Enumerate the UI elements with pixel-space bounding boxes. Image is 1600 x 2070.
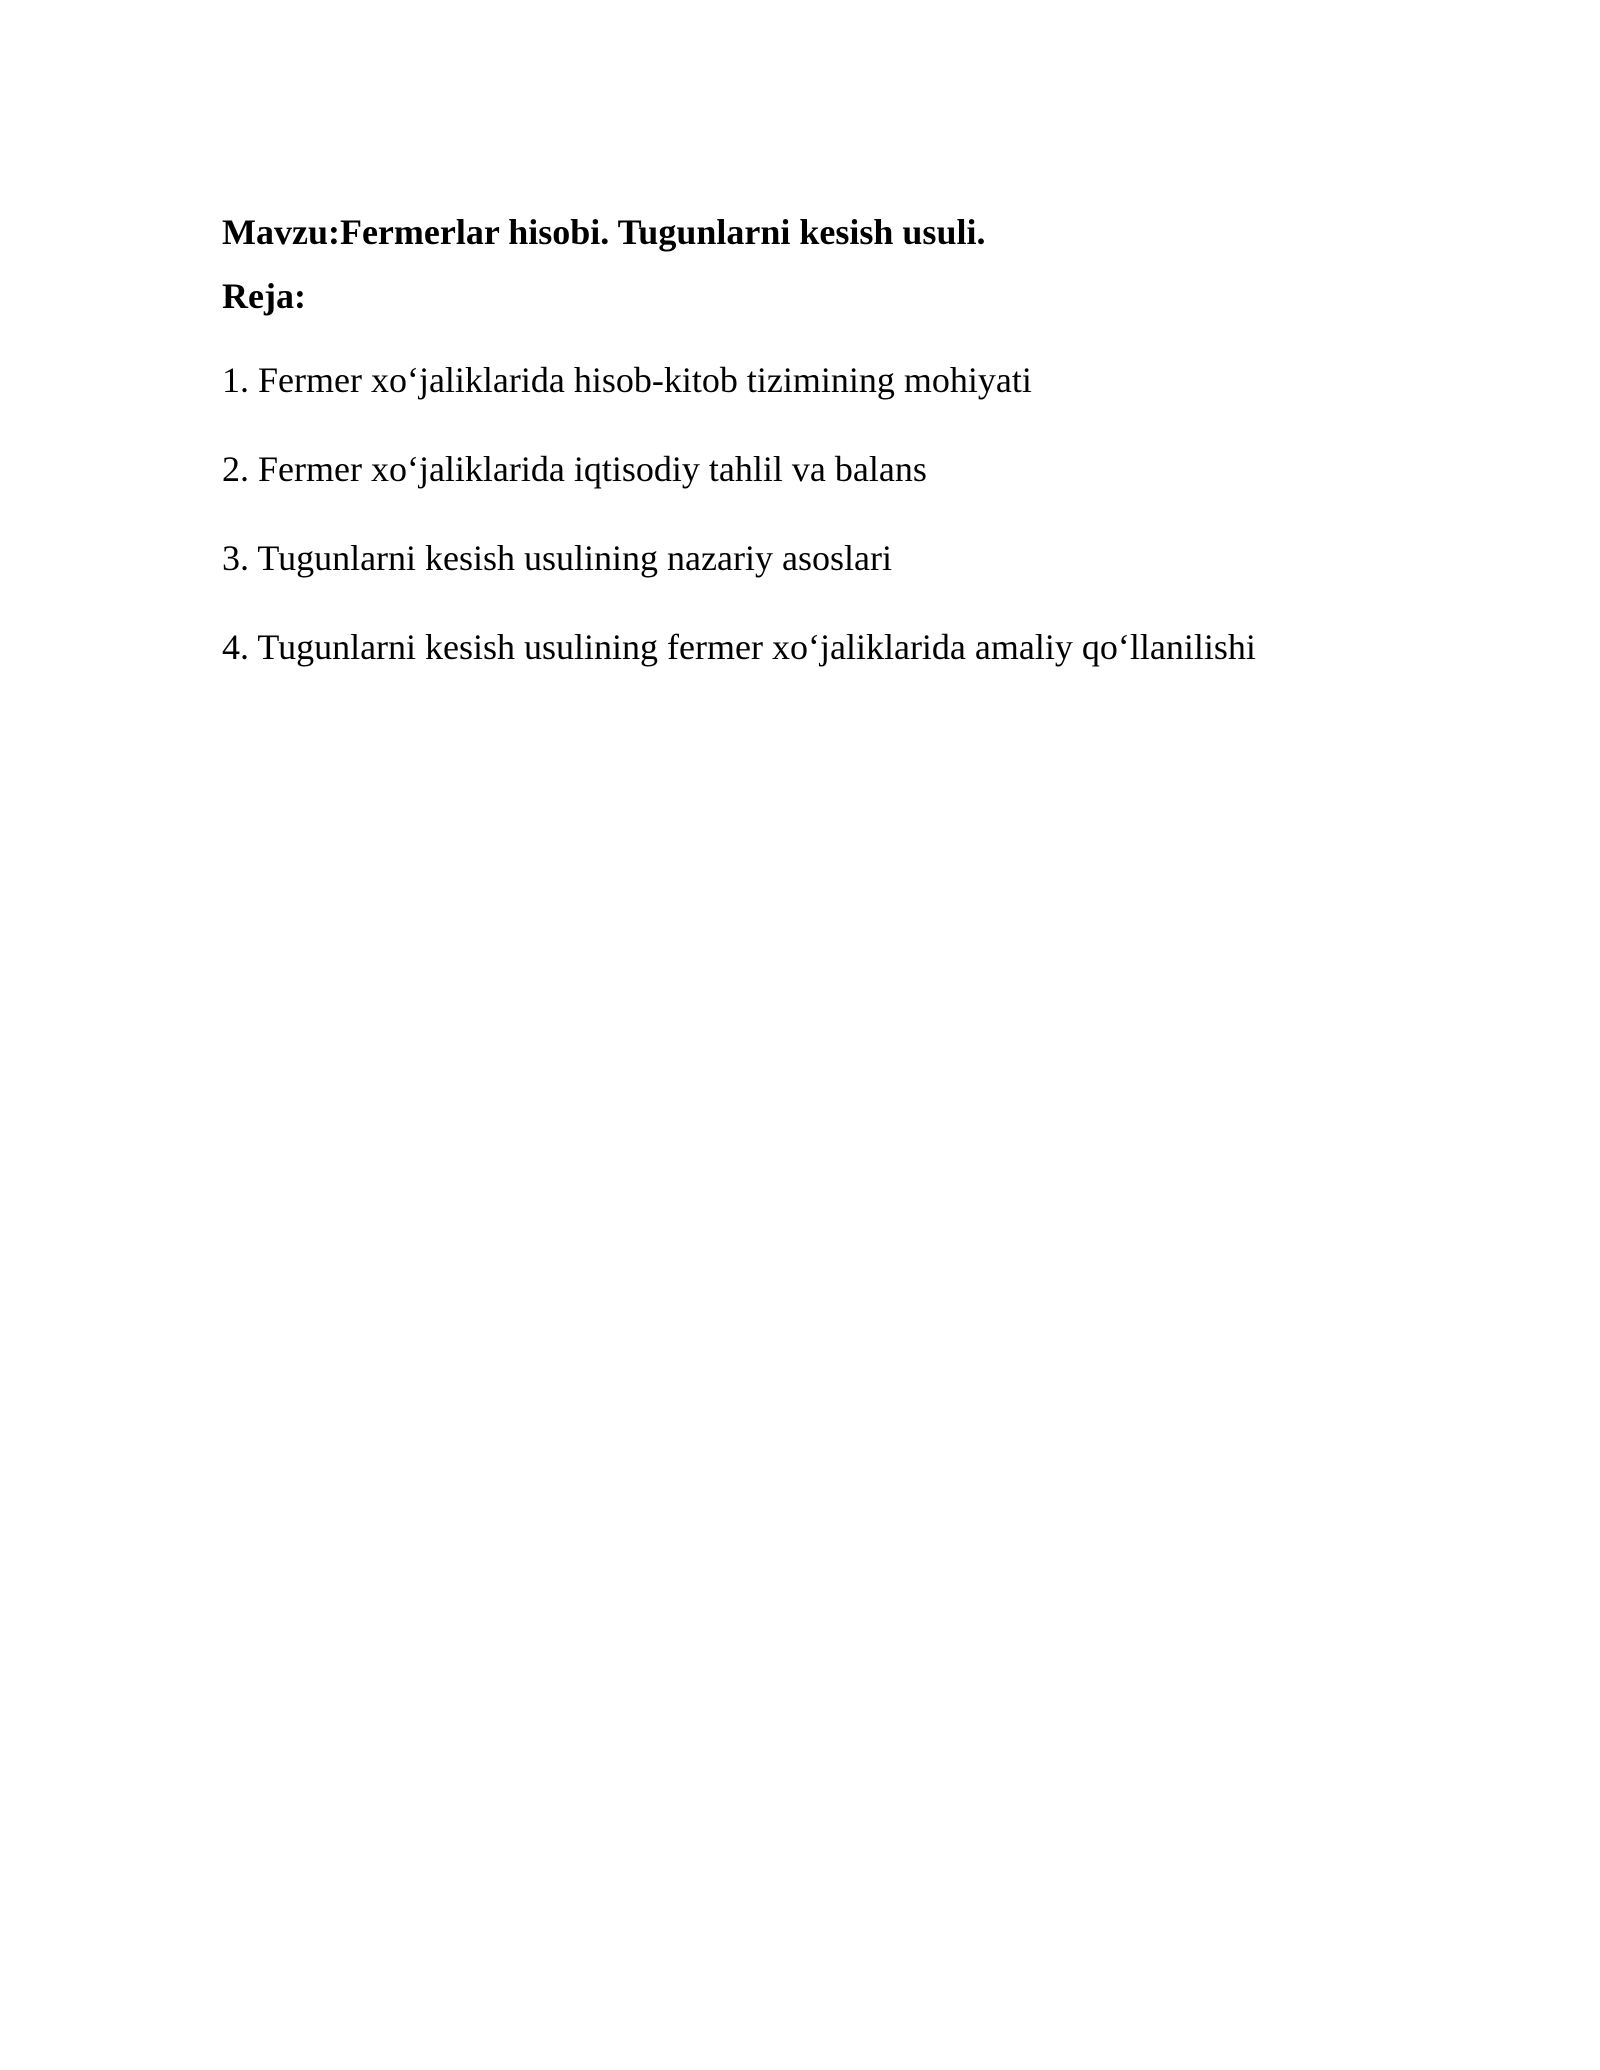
plan-heading: Reja:: [222, 276, 306, 316]
plan-item-3: 3. Tugunlarni kesish usulining nazariy asoslari: [222, 538, 892, 578]
document-body: [222, 205, 1382, 709]
plan-list: [222, 353, 1382, 674]
document-title: Mavzu:Fermerlar hisobi. Tugunlarni kesish usuli.: [222, 212, 986, 252]
plan-item-2: 2. Fermer xo‘jaliklarida iqtisodiy tahlil va balans: [222, 449, 927, 489]
plan-item-1: 1. Fermer xo‘jaliklarida hisob-kitob tizimining mohiyati: [222, 360, 1032, 400]
plan-item-4: 4. Tugunlarni kesish usulining fermer xo‘jaliklarida amaliy qo‘llanilishi: [222, 627, 1256, 667]
